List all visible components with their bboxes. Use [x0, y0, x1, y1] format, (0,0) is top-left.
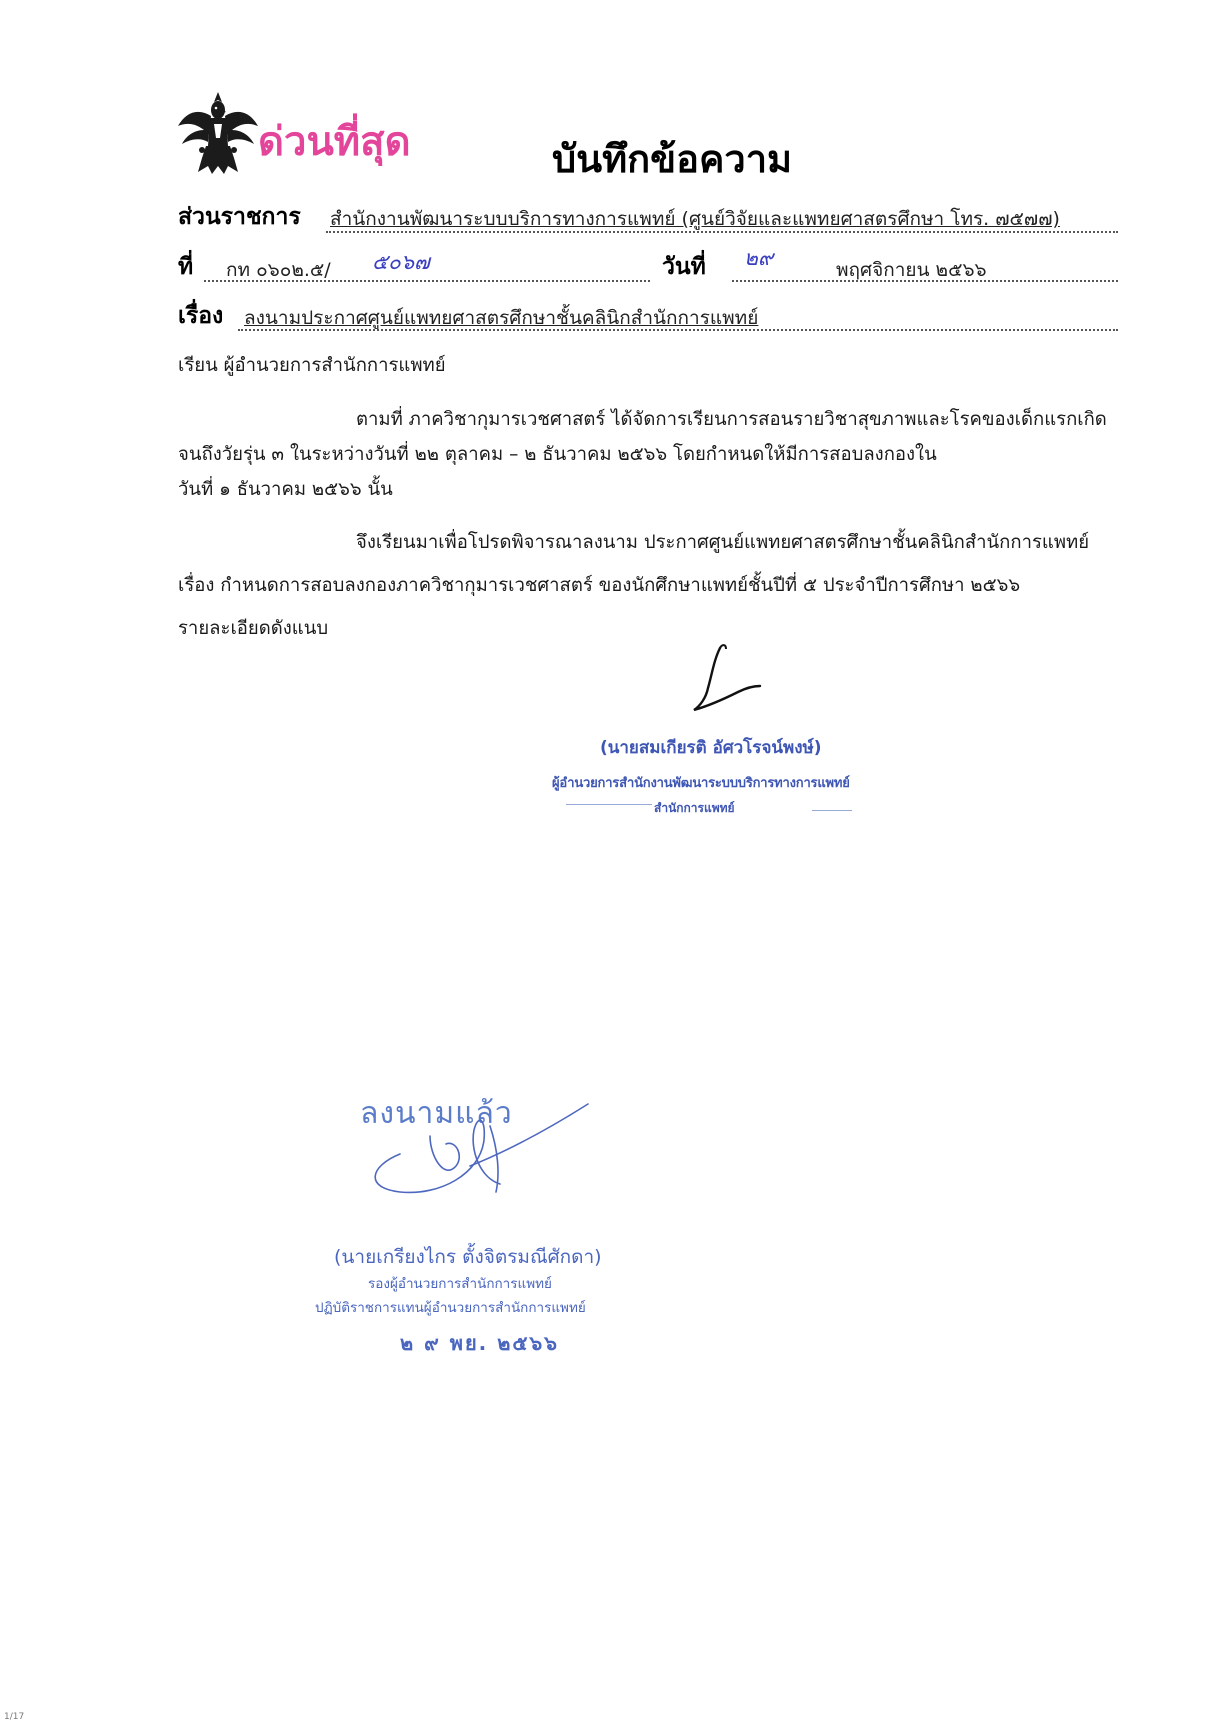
- signer-name: (นายสมเกียรติ อัศวโรจน์พงษ์): [600, 738, 822, 758]
- document-title: บันทึกข้อความ: [552, 137, 793, 181]
- paragraph-2-line-1: จึงเรียนมาเพื่อโปรดพิจารณาลงนาม ประกาศศูนย์แพทยศาสตรศึกษาชั้นคลินิกสำนักการแพทย์: [356, 532, 1090, 553]
- date-day-handwritten: ๒๙: [744, 246, 774, 270]
- date-label: วันที่: [662, 254, 706, 280]
- paragraph-1-line-2: จนถึงวัยรุ่น ๓ ในระหว่างวันที่ ๒๒ ตุลาคม – ๒ ธันวาคม ๒๕๖๖ โดยกำหนดให้มีการสอบลงกองใน: [178, 444, 937, 465]
- paragraph-2-line-3: รายละเอียดดังแนบ: [178, 618, 329, 639]
- subject-label: เรื่อง: [178, 303, 224, 329]
- ref-value: กท ๐๖๐๒.๕/: [226, 259, 331, 281]
- paragraph-1-line-1: ตามที่ ภาควิชากุมารเวชศาสตร์ ได้จัดการเรียนการสอนรายวิชาสุขภาพและโรคของเด็กแรกเกิด: [356, 409, 1107, 430]
- urgency-label: ด่วนที่สุด: [258, 119, 411, 165]
- ref-handwritten-number: ๕๐๖๗: [372, 250, 430, 274]
- signer-signature: [686, 640, 782, 720]
- agency-label: ส่วนราชการ: [178, 204, 301, 230]
- paragraph-1-line-3: วันที่ ๑ ธันวาคม ๒๕๖๖ นั้น: [178, 479, 393, 500]
- signer-position-line-2: สำนักการแพทย์: [654, 801, 735, 815]
- stamp-fade-right: [812, 810, 852, 811]
- approver-position-line-2: ปฏิบัติราชการแทนผู้อำนวยการสำนักการแพทย์: [315, 1300, 586, 1316]
- salutation: เรียน ผู้อำนวยการสำนักการแพทย์: [178, 355, 446, 376]
- approver-signature: [360, 1070, 590, 1200]
- signer-position-line-1: ผู้อำนวยการสำนักงานพัฒนาระบบบริการทางการแพทย์: [552, 776, 850, 791]
- approver-position-line-1: รองผู้อำนวยการสำนักการแพทย์: [368, 1276, 552, 1292]
- approval-date: ๒ ๙ พย. ๒๕๖๖: [400, 1331, 559, 1355]
- agency-value: สำนักงานพัฒนาระบบบริการทางการแพทย์ (ศูนย์วิจัยและแพทยศาสตรศึกษา โทร. ๗๕๗๗): [330, 208, 1060, 230]
- footer-page-mark: 1/17: [4, 1712, 25, 1722]
- garuda-emblem-icon: [172, 86, 264, 178]
- date-value: พฤศจิกายน ๒๕๖๖: [836, 259, 987, 281]
- stamp-fade-left: [566, 804, 652, 805]
- subject-value: ลงนามประกาศศูนย์แพทยศาสตรศึกษาชั้นคลินิกสำนักการแพทย์: [244, 307, 759, 329]
- paragraph-2-line-2: เรื่อง กำหนดการสอบลงกองภาควิชากุมารเวชศาสตร์ ของนักศึกษาแพทย์ชั้นปีที่ ๕ ประจำปีการศึกษา ๒๕๖๖: [178, 575, 1021, 596]
- ref-label: ที่: [178, 254, 194, 280]
- subject-dotline: [238, 329, 1118, 331]
- approved-stamp: ลงนามแล้ว: [360, 1096, 513, 1131]
- approver-name: (นายเกรียงไกร ตั้งจิตรมณีศักดา): [334, 1246, 602, 1268]
- agency-dotline: [326, 231, 1118, 233]
